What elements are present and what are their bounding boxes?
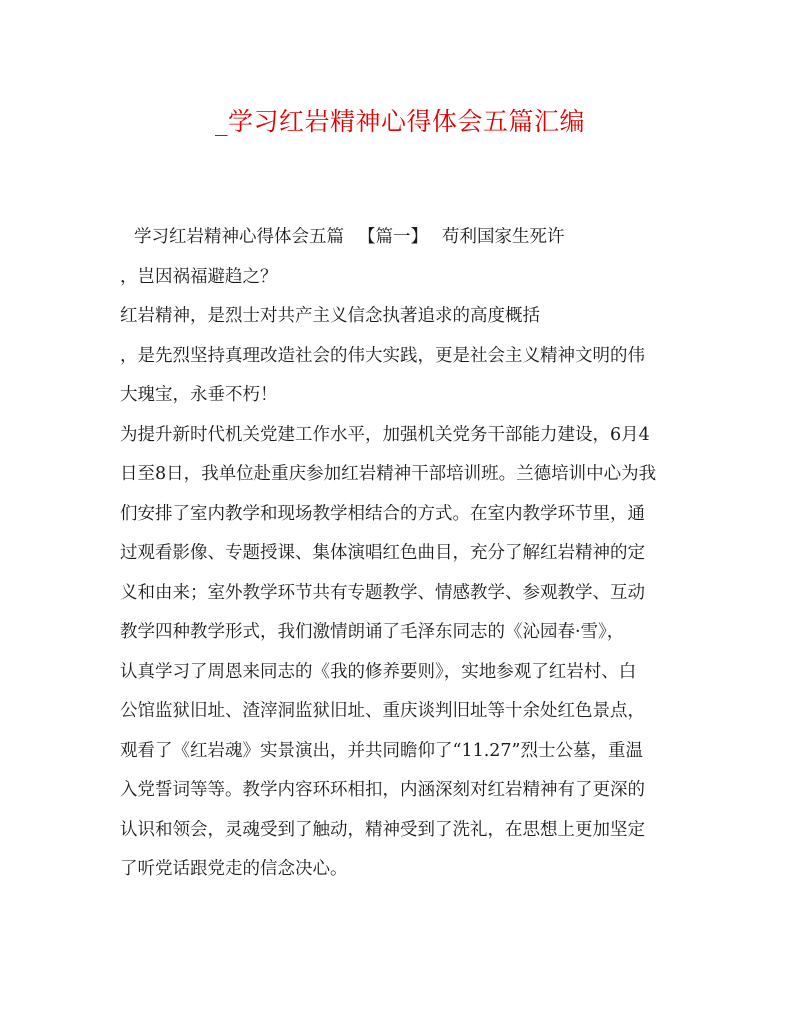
intro-line [120, 218, 690, 258]
intro-lead: 苟利国家生死许 [442, 227, 565, 247]
document-body [120, 218, 690, 890]
text-line: 大瑰宝，永垂不朽！ [120, 385, 278, 405]
text-line: 观看了《红岩魂》实景演出，并共同瞻仰了“11.27”烈士公墓，重温 [120, 740, 643, 761]
text-line: 公馆监狱旧址、渣滓洞监狱旧址、重庆谈判旧址等十余处红色景点， [120, 701, 645, 721]
text-line: 认真学习了周恩来同志的《我的修养要则》，实地参观了红岩村、白 [120, 661, 637, 682]
text-line: 认识和领会，灵魂受到了触动，精神受到了洗礼，在思想上更加坚定 [120, 819, 645, 840]
text-line: ，是先烈坚持真理改造社会的伟大实践，更是社会主义精神文明的伟 [120, 345, 645, 366]
text-line: 入党誓词等等。教学内容环环相扣，内涵深刻对红岩精神有了更深的 [120, 780, 645, 800]
text-line: 日至8日，我单位赴重庆参加红岩精神干部培训班。兰德培训中心为我 [120, 464, 657, 484]
text-line: 义和由来；室外教学环节共有专题教学、情感教学、参观教学、互动 [120, 582, 645, 603]
section-label: 【篇一】 [358, 227, 428, 247]
text-line: 了听党话跟党走的信念决心。 [120, 859, 348, 879]
text-line: 红岩精神，是烈士对共产主义信念执著追求的高度概括 [120, 306, 540, 326]
text-line: ，岂因祸福避趋之？ [120, 266, 278, 287]
text-line: 教学四种教学形式，我们激情朗诵了毛泽东同志的《沁园春·雪》， [120, 622, 625, 642]
document-title: _学习红岩精神心得体会五篇汇编 [214, 107, 585, 136]
intro-heading: 学习红岩精神心得体会五篇 [134, 227, 344, 247]
text-line: 过观看影像、专题授课、集体演唱红色曲目，充分了解红岩精神的定 [120, 543, 645, 563]
text-line: 们安排了室内教学和现场教学相结合的方式。在室内教学环节里，通 [120, 503, 645, 524]
text-line: 为提升新时代机关党建工作水平，加强机关党务干部能力建设，6月4 [120, 424, 650, 445]
